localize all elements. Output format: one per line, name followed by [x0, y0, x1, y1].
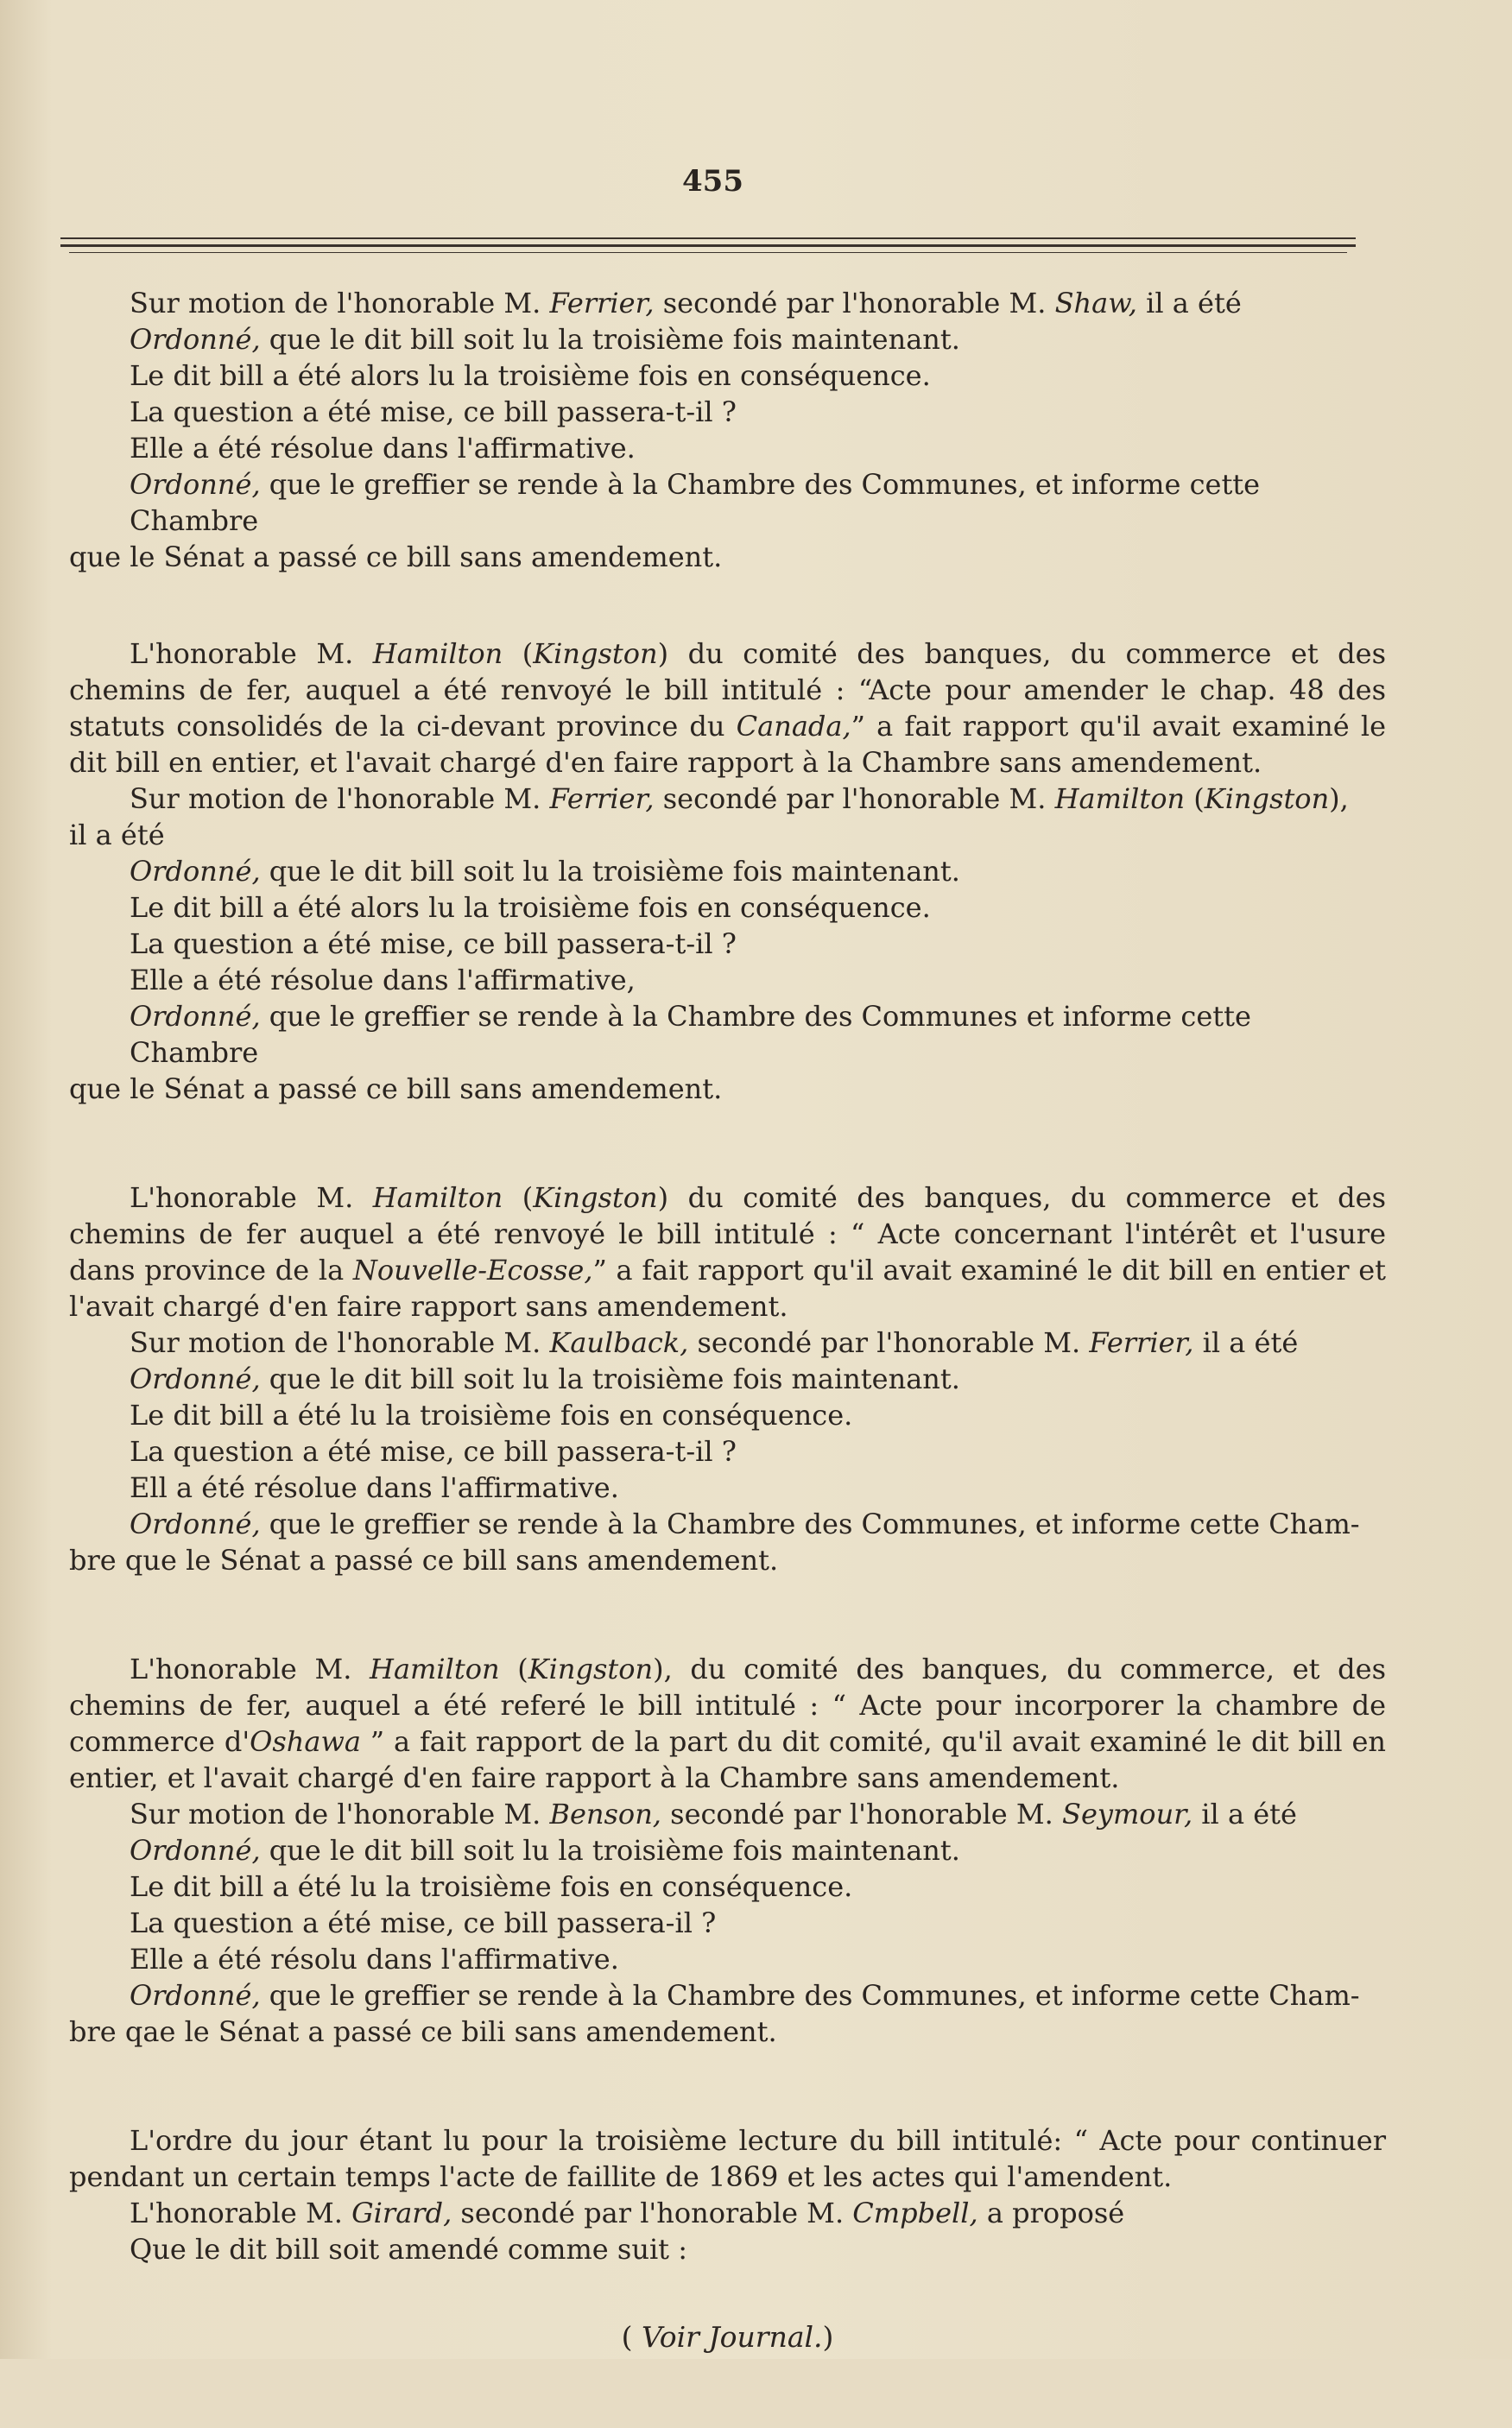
motion-line: Sur motion de l'honorable M. Ferrier, secondé par l'honorable M. Hamilton (Kingston), — [130, 782, 1349, 815]
question-line: La question a été mise, ce bill passera-t-il ? — [130, 927, 737, 960]
clerk-order-continuation: bre que le Sénat a passé ce bill sans amendement. — [69, 1544, 779, 1577]
order-line: Ordonné, que le dit bill soit lu la troisième fois maintenant. — [130, 1363, 960, 1395]
entry-hamilton-nouvelle-ecosse — [69, 1179, 1386, 1578]
resolution-line: Ell a été résolue dans l'affirmative. — [130, 1471, 619, 1504]
order-of-day: L'ordre du jour étant lu pour la troisième lecture du bill intitulé: “ Acte pour continuer pendant un certain temps l'acte de faillite de 1869 et les actes qui l'amendent. — [69, 2124, 1386, 2193]
reading-line: Le dit bill a été alors lu la troisième fois en conséquence. — [130, 891, 931, 924]
clerk-order-continuation: que le Sénat a passé ce bill sans amendement. — [69, 541, 723, 573]
clerk-order-line: Ordonné, que le greffier se rende à la Chambre des Communes, et informe cette Chambre — [130, 468, 1261, 537]
order-line: Ordonné, que le dit bill soit lu la troisième fois maintenant. — [130, 323, 960, 356]
clerk-order-line: Ordonné, que le greffier se rende à la Chambre des Communes, et informe cette Cham- — [130, 1508, 1360, 1540]
reading-line: Le dit bill a été alors lu la troisième fois en conséquence. — [130, 359, 931, 392]
amendment-line: Que le dit bill soit amendé comme suit : — [130, 2233, 687, 2266]
committee-report: L'honorable M. Hamilton (Kingston) du comité des banques, du commerce et des chemins de fer auquel a été renvoyé le bill intitulé : “ Acte concernant l'intérêt et l'usure dans province de la Nouvelle-Ecosse,” a fait rapport qu'il avait examiné le dit bill en entier et l'avait chargé d'en faire rapport sans amendement. — [69, 1181, 1387, 1323]
amendment-motion: L'honorable M. Girard, secondé par l'honorable M. Cmpbell, a proposé — [130, 2197, 1125, 2229]
header-rule-middle — [60, 244, 1356, 247]
reading-line: Le dit bill a été lu la troisième fois en conséquence. — [130, 1399, 853, 1432]
clerk-order-line: Ordonné, que le greffier se rende à la Chambre des Communes, et informe cette Cham- — [130, 1979, 1360, 2012]
reading-line: Le dit bill a été lu la troisième fois en conséquence. — [130, 1870, 853, 1903]
page-number: 455 — [682, 164, 743, 199]
motion-line: Sur motion de l'honorable M. Ferrier, secondé par l'honorable M. Shaw, il a été — [130, 287, 1242, 319]
resolution-line: Elle a été résolue dans l'affirmative, — [130, 964, 636, 996]
entry-shaw-ferrier — [69, 285, 1386, 575]
committee-report: L'honorable M. Hamilton (Kingston), du comité des banques, du commerce, et des chemins de fer, auquel a été referé le bill intitulé : “ Acte pour incorporer la chambre de commerce d'Oshawa ” a fait rapport de la part du dit comité, qu'il avait examiné le dit bill en entier, et l'avait chargé d'en faire rapport à la Chambre sans amendement. — [69, 1653, 1387, 1794]
order-line: Ordonné, que le dit bill soit lu la troisième fois maintenant. — [130, 1834, 960, 1867]
entry-hamilton-oshawa — [69, 1651, 1386, 2050]
journal-reference: ( Voir Journal.) — [621, 2320, 834, 2354]
order-line: Ordonné, que le dit bill soit lu la troisième fois maintenant. — [130, 855, 960, 888]
question-line: La question a été mise, ce bill passera-t-il ? — [130, 1435, 737, 1468]
question-line: La question a été mise, ce bill passera-il ? — [130, 1906, 717, 1939]
question-line: La question a été mise, ce bill passera-t-il ? — [130, 395, 737, 428]
motion-line: Sur motion de l'honorable M. Benson, secondé par l'honorable M. Seymour, il a été — [130, 1798, 1297, 1830]
committee-report: L'honorable M. Hamilton (Kingston) du comité des banques, du commerce et des chemins de fer, auquel a été renvoyé le bill intitulé : “Acte pour amender le chap. 48 des statuts consolidés de la ci-devant province du Canada,” a fait rapport qu'il avait examiné le dit bill en entier, et l'avait chargé d'en faire rapport à la Chambre sans amendement. — [69, 637, 1387, 779]
clerk-order-continuation: que le Sénat a passé ce bill sans amendement. — [69, 1072, 723, 1105]
clerk-order-continuation: bre qae le Sénat a passé ce bili sans amendement. — [69, 2015, 777, 2048]
resolution-line: Elle a été résolu dans l'affirmative. — [130, 1943, 619, 1976]
clerk-order-line: Ordonné, que le greffier se rende à la Chambre des Communes et informe cette Chambre — [130, 1000, 1251, 1069]
motion-line: Sur motion de l'honorable M. Kaulback, secondé par l'honorable M. Ferrier, il a été — [130, 1326, 1299, 1359]
entry-faillite-bill — [69, 2122, 1386, 2355]
header-rule-top — [60, 237, 1356, 239]
resolution-line: Elle a été résolue dans l'affirmative. — [130, 432, 636, 465]
body-text — [69, 285, 1386, 2428]
motion-continuation: il a été — [69, 819, 165, 851]
entry-hamilton-canada — [69, 635, 1386, 1107]
header-rule-bottom — [69, 252, 1347, 253]
